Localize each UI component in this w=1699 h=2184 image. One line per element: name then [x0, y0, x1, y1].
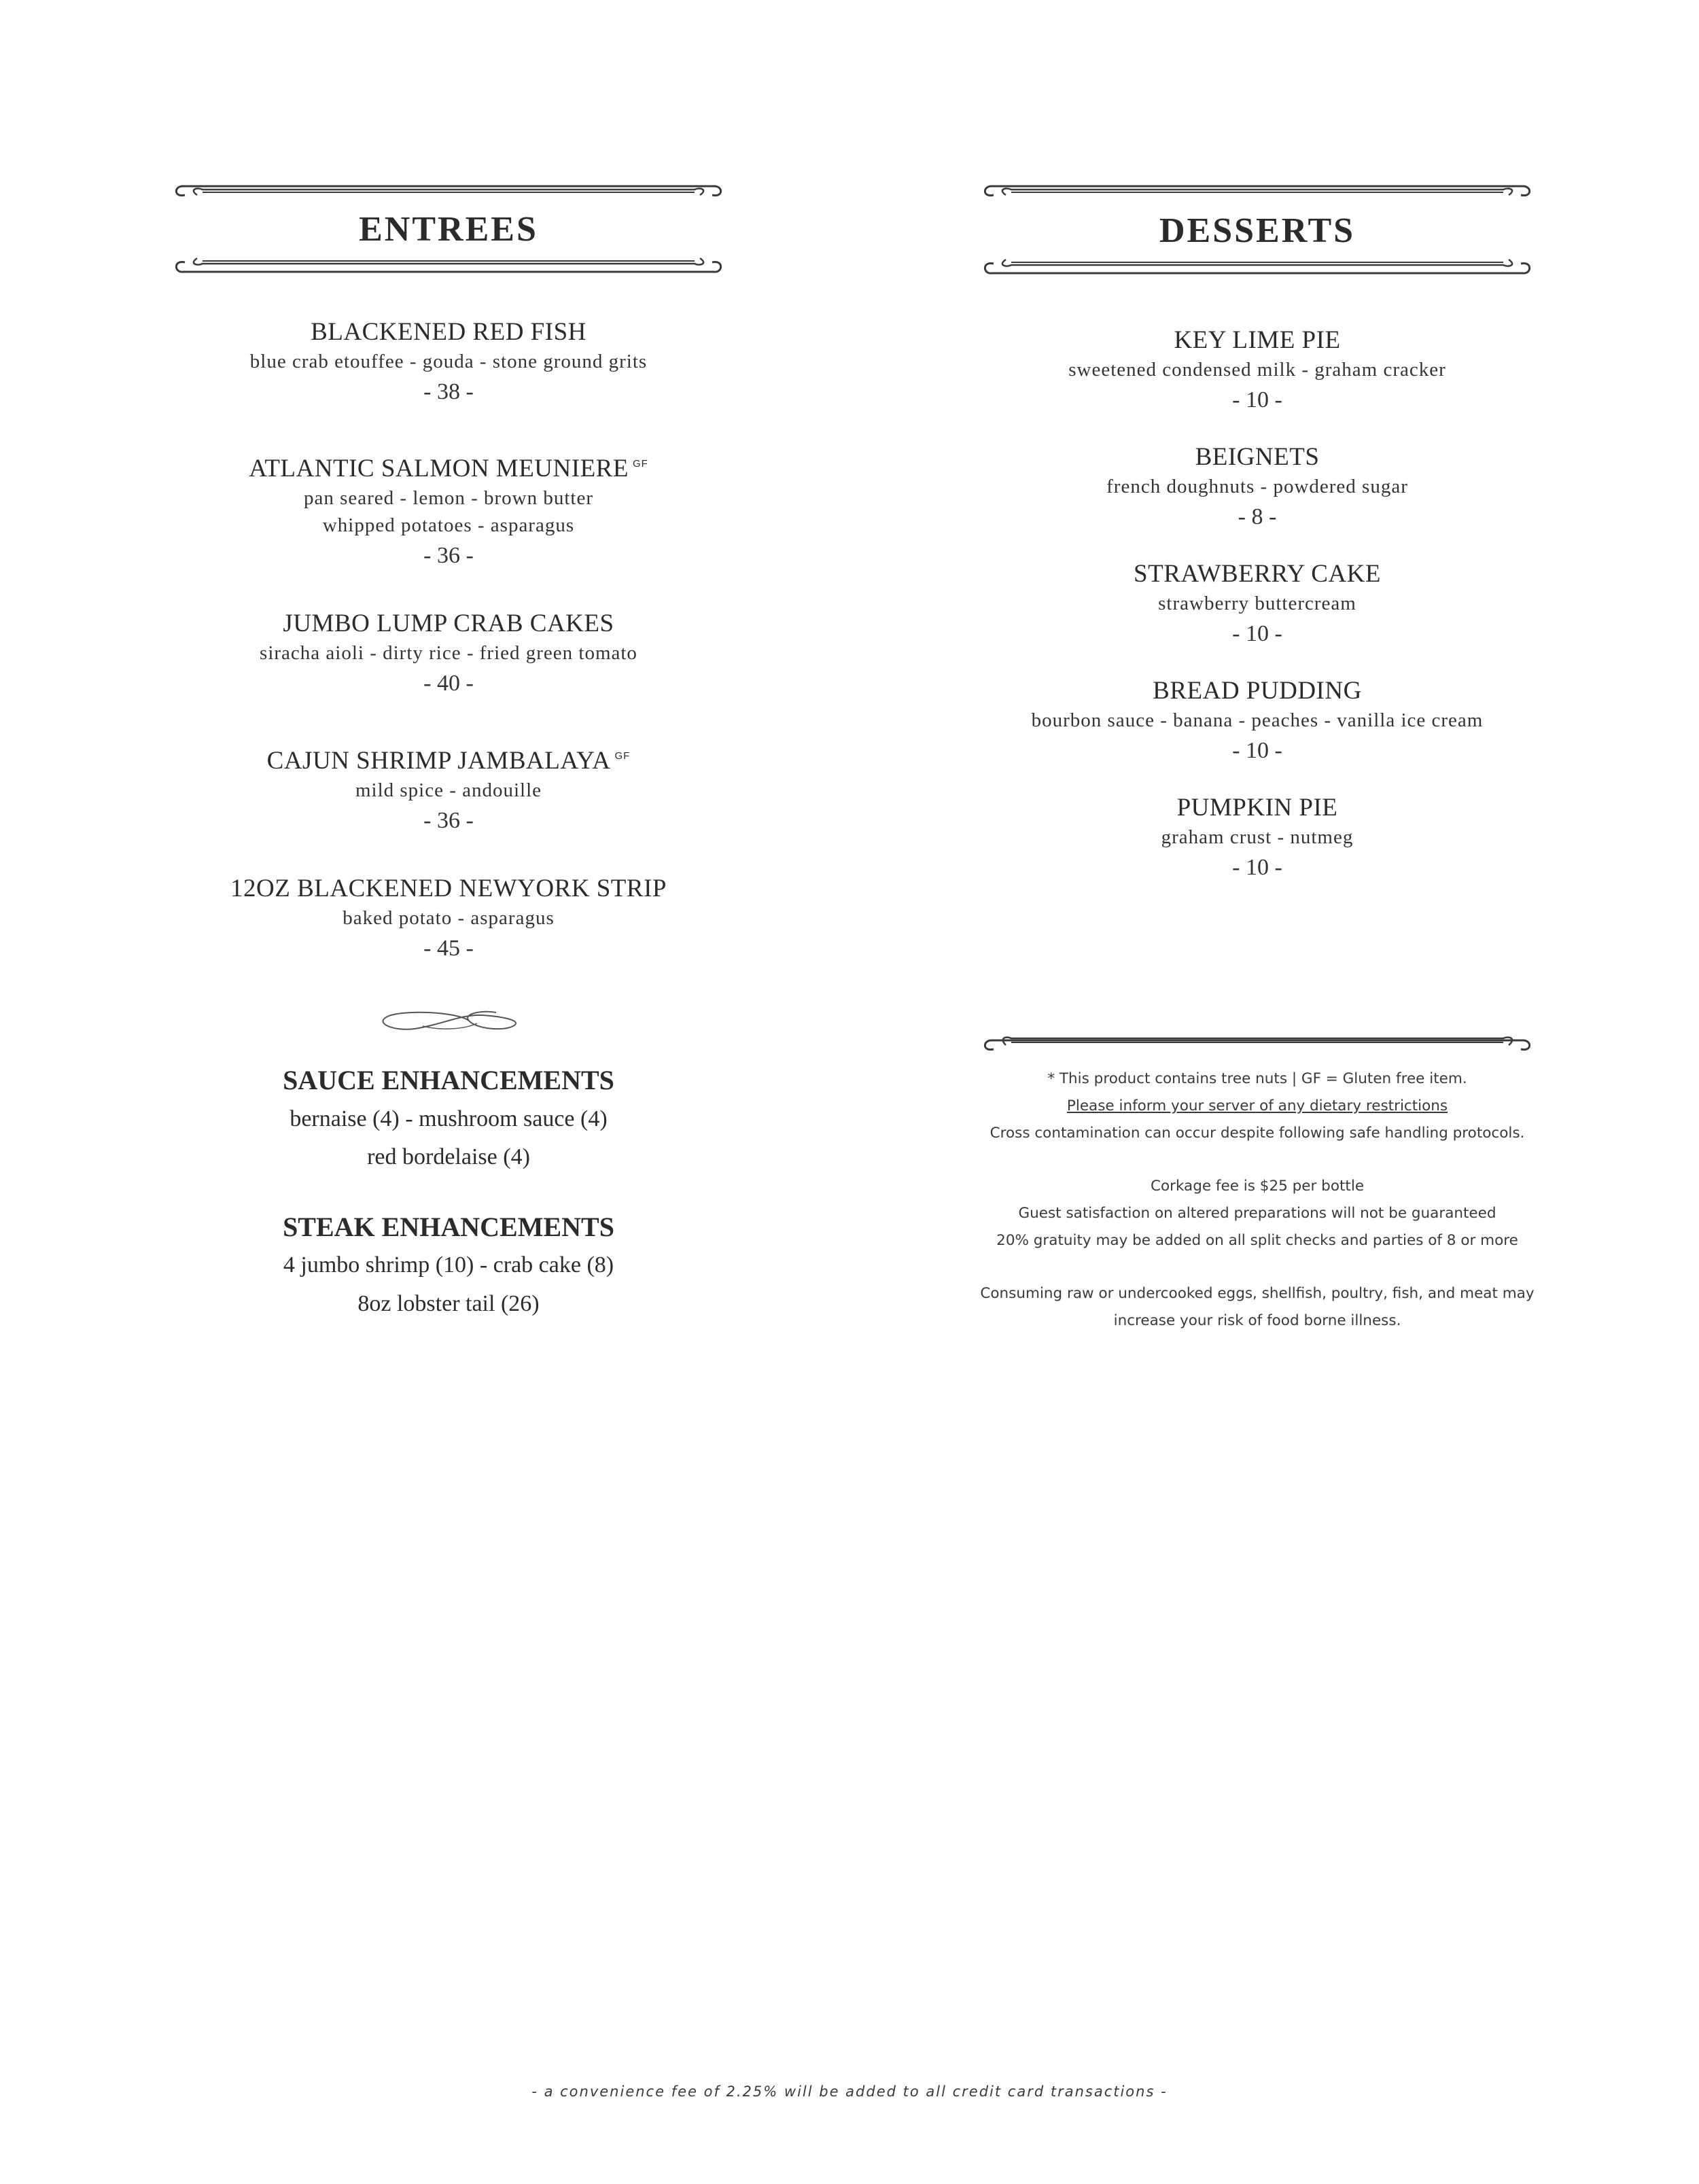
gluten-free-tag: GF — [632, 458, 648, 470]
menu-item — [170, 448, 727, 573]
dietary-restrictions-note: Please inform your server of any dietary restrictions — [1066, 1097, 1448, 1114]
entrees-bottom-flourish — [170, 253, 727, 280]
menu-item — [979, 442, 1536, 534]
item-price: - 40 - — [423, 671, 474, 696]
enhancement-line: red bordelaise (4) — [367, 1144, 530, 1169]
gratuity-note: 20% gratuity may be added on all split checks and parties of 8 or more — [996, 1232, 1518, 1249]
swirl-divider-icon — [170, 1006, 727, 1040]
enhancement-line: 8oz lobster tail (26) — [357, 1291, 540, 1316]
satisfaction-note: Guest satisfaction on altered preparations will not be guaranteed — [1018, 1205, 1496, 1222]
menu-item — [979, 792, 1536, 885]
menu-item — [979, 325, 1536, 417]
menu-item — [170, 741, 727, 838]
allergy-note: * This product contains tree nuts | GF = Gluten free item. — [1047, 1070, 1467, 1087]
notes-flourish — [979, 1032, 1536, 1059]
menu-item — [979, 675, 1536, 768]
item-price: - 36 - — [423, 808, 474, 833]
sauce-enhancements-title: SAUCE ENHANCEMENTS — [283, 1065, 614, 1095]
item-name: BLACKENED RED FISH — [311, 318, 586, 346]
dietary-notes — [951, 1065, 1563, 1335]
item-description: french doughnuts - powdered sugar — [1106, 476, 1408, 497]
steak-enhancements-title: STEAK ENHANCEMENTS — [283, 1212, 614, 1242]
item-price: - 10 - — [1232, 738, 1282, 763]
entrees-top-flourish — [170, 180, 727, 207]
item-name: PUMPKIN PIE — [1176, 794, 1338, 822]
menu-item — [979, 559, 1536, 651]
item-description: baked potato - asparagus — [343, 907, 555, 929]
menu-item — [170, 317, 727, 409]
consumption-warning: Consuming raw or undercooked eggs, shellfish, poultry, fish, and meat may — [980, 1285, 1535, 1302]
item-description: mild spice - andouille — [355, 779, 542, 801]
item-description: blue crab etouffee - gouda - stone ground grits — [249, 351, 648, 372]
item-price: - 38 - — [423, 379, 474, 404]
item-price: - 45 - — [423, 936, 474, 961]
cross-contamination-note: Cross contamination can occur despite following safe handling protocols. — [989, 1125, 1525, 1142]
item-name: STRAWBERRY CAKE — [1134, 560, 1381, 588]
item-name: 12OZ BLACKENED NEWYORK STRIP — [230, 875, 667, 902]
desserts-top-flourish — [979, 180, 1536, 207]
item-description: sweetened condensed milk - graham cracker — [1068, 359, 1446, 381]
enhancement-line: bernaise (4) - mushroom sauce (4) — [290, 1106, 608, 1131]
item-description: bourbon sauce - banana - peaches - vanilla ice cream — [1031, 709, 1484, 731]
enhancement-line: 4 jumbo shrimp (10) - crab cake (8) — [283, 1252, 614, 1278]
item-description: whipped potatoes - asparagus — [322, 514, 575, 536]
desserts-bottom-flourish — [979, 254, 1536, 281]
corkage-note: Corkage fee is $25 per bottle — [1150, 1178, 1365, 1195]
gluten-free-tag: GF — [614, 750, 631, 762]
item-description: pan seared - lemon - brown butter — [304, 487, 593, 509]
menu-item — [170, 873, 727, 966]
item-description: strawberry buttercream — [1158, 593, 1356, 614]
item-description: graham crust - nutmeg — [1161, 826, 1354, 848]
desserts-title: DESSERTS — [1159, 211, 1356, 250]
item-name: JUMBO LUMP CRAB CAKES — [283, 610, 614, 637]
item-price: - 10 - — [1232, 387, 1282, 412]
menu-item — [170, 608, 727, 701]
convenience-fee-footer: - a convenience fee of 2.25% will be added to all credit card transactions - — [531, 2083, 1168, 2100]
item-name: BREAD PUDDING — [1153, 677, 1362, 705]
item-name: BEIGNETS — [1195, 443, 1320, 471]
consumption-warning: increase your risk of food borne illness. — [1113, 1312, 1401, 1329]
item-description: siracha aioli - dirty rice - fried green tomato — [260, 642, 637, 664]
item-name: KEY LIME PIE — [1174, 326, 1341, 354]
item-price: - 8 - — [1238, 504, 1277, 529]
entrees-title: ENTREES — [359, 210, 538, 249]
item-price: - 36 - — [423, 543, 474, 568]
item-name: ATLANTIC SALMON MEUNIERE $^{GF}$ — [249, 455, 648, 482]
item-name: CAJUN SHRIMP JAMBALAYA $^{GF}$ — [266, 747, 631, 775]
item-price: - 10 - — [1232, 855, 1282, 880]
item-price: - 10 - — [1232, 621, 1282, 646]
